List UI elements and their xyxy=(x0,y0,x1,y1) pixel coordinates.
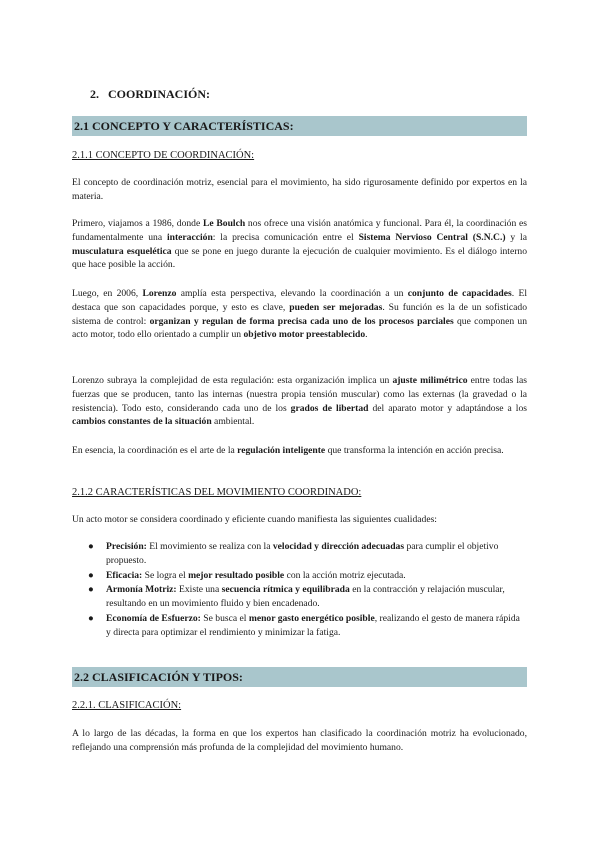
paragraph-lorenzo: Luego, en 2006, Lorenzo amplía esta perspectiva, elevando la coordinación a un conjunto de capacidades. El destaca que son capacidades porque, y esto es clave, pueden ser mejoradas. Su función es la de un sofisticado sistema de control: organizan y regulan de forma precisa cada uno de los procesos parciales que componen un acto motor, todo ello orientado a cumplir un objetivo motor preestablecido. xyxy=(72,288,528,341)
list-item: ● Economía de Esfuerzo: Se busca el menor gasto energético posible, realizando el gesto de manera rápida y directa para optimizar el rendimiento y minimizar la fatiga. xyxy=(88,612,520,638)
paragraph-classification: A lo largo de las décadas, la forma en que los expertos han clasificado la coordinación motriz ha evolucionado, reflejando una comprensión más profunda de la complejidad del movimiento humano. xyxy=(72,728,527,753)
subheading-2-1-2: 2.1.2 CARACTERÍSTICAS DEL MOVIMIENTO COORDINADO: xyxy=(72,487,362,498)
list-item: ● Precisión: El movimiento se realiza con la velocidad y dirección adecuadas para cumplir el objetivo propuesto. xyxy=(88,541,499,566)
list-item: ● Eficacia: Se logra el mejor resultado posible con la acción motriz ejecutada. xyxy=(88,569,406,581)
chapter-number: 2. xyxy=(90,87,99,101)
chapter-title: COORDINACIÓN: xyxy=(108,87,210,101)
subheading-2-1-1: 2.1.1 CONCEPTO DE COORDINACIÓN: xyxy=(72,150,255,161)
paragraph-le-boulch: Primero, viajamos a 1986, donde Le Boulch nos ofrece una visión anatómica y funcional. Para él, la coordinación es fundamentalmente una interacción: la precisa comunicación entre el Sistema Nervioso Central (S.N.C.) y la musculatura esquelética que se pone en juego durante la ejecución de cualquier movimiento. Es el diálogo interno que hace posible la acción. xyxy=(72,218,527,271)
paragraph-qualities-intro: Un acto motor se considera coordinado y eficiente cuando manifiesta las siguientes cualidades: xyxy=(72,514,437,525)
bullet-icon: ● xyxy=(88,612,94,624)
paragraph-intro: El concepto de coordinación motriz, esencial para el movimiento, ha sido rigurosamente definido por expertos en la materia. xyxy=(72,177,527,202)
paragraph-essence: En esencia, la coordinación es el arte de la regulación inteligente que transforma la intención en acción precisa. xyxy=(72,445,504,456)
bullet-icon: ● xyxy=(88,541,94,552)
chapter-heading xyxy=(90,87,210,102)
list-item: ● Armonía Motriz: Existe una secuencia rítmica y equilibrada en la contracción y relajación muscular, resultando en un movimiento fluido y bien encadenado. xyxy=(88,584,505,610)
paragraph-regulation: Lorenzo subraya la complejidad de esta regulación: esta organización implica un ajuste milimétrico entre todas las fuerzas que se producen, tanto las internas (nuestra propia tensión muscular) como las externas (la gravedad o la resistencia). Todo esto, considerando cada uno de los grados de libertad del aparato motor y adaptándose a los cambios constantes de la situación ambiental. xyxy=(72,375,528,428)
section-heading-2-1: 2.1 CONCEPTO Y CARACTERÍSTICAS: xyxy=(72,116,527,136)
qualities-list xyxy=(72,540,527,641)
bullet-icon: ● xyxy=(88,584,94,596)
subheading-2-2-1: 2.2.1. CLASIFICACIÓN: xyxy=(72,700,182,711)
bullet-icon: ● xyxy=(88,569,94,581)
section-heading-2-2: 2.2 CLASIFICACIÓN Y TIPOS: xyxy=(72,667,527,687)
